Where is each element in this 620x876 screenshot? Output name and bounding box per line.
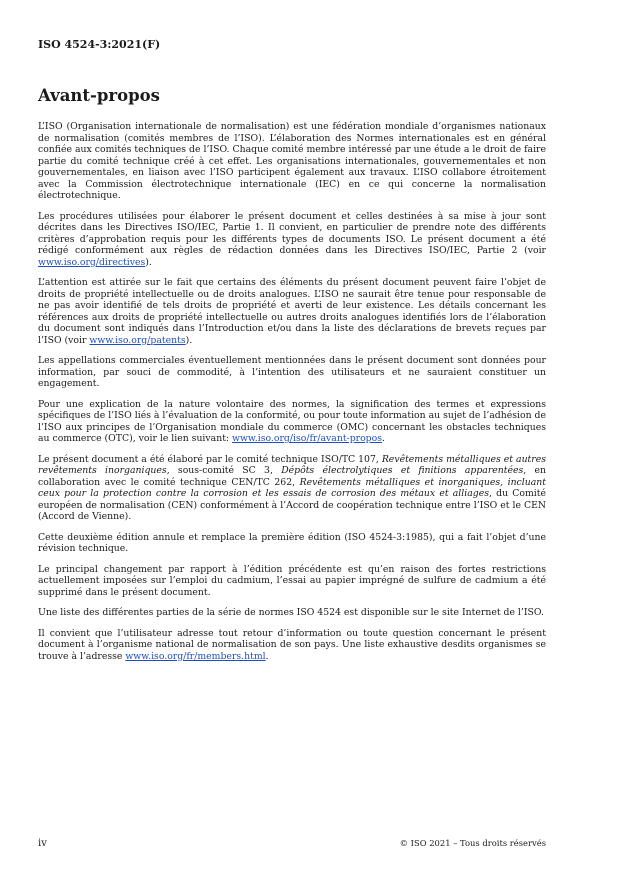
avant-propos-link[interactable]: www.iso.org/iso/fr/avant-propos <box>232 433 383 444</box>
paragraph-voluntary-nature <box>38 399 546 445</box>
members-link[interactable]: www.iso.org/fr/members.html <box>125 650 266 662</box>
document-id: ISO 4524-3:2021(F) <box>38 38 161 51</box>
patents-link[interactable]: www.iso.org/patents <box>89 334 186 346</box>
paragraph-procedures-end: ). <box>145 256 152 268</box>
committee-cen-title: Revêtements métalliques et inorganiques, incluant ceux pour la protection contre la corrosion et les essais de corrosion des métaux et alliages <box>38 476 546 499</box>
paragraph-edition: Cette deuxième édition annule et remplace la première édition (ISO 4524-3:1985), qui a fait l’objet d’une révision technique. <box>38 531 546 554</box>
directives-link[interactable]: www.iso.org/directives <box>38 256 146 268</box>
committee-text-e: , en collaboration avec le comité technique CEN/TC 262, <box>38 465 546 488</box>
committee-text-a: Le présent document a été élaboré par le comité technique ISO/TC 107, <box>38 453 382 465</box>
paragraph-changes: Le principal changement par rapport à l’édition précédente est qu’en raison des fortes restrictions actuellement imposées sur l’emploi du cadmium, l’essai au papier imprégné de sulfure de cadmium a été supprimé dans le présent document. <box>38 563 546 598</box>
paragraph-patents-end: ). <box>185 334 193 346</box>
committee-text-g: , du Comité européen de normalisation (CEN) conformément à l’Accord de coopération technique entre l’ISO et le CEN (Accord de Vienne). <box>38 488 546 522</box>
committee-text-c: , sous-comité SC 3, <box>166 465 282 476</box>
page-title: Avant-propos <box>38 86 160 105</box>
paragraph-feedback <box>38 628 546 663</box>
committee-sc-title: Dépôts électrolytiques et finitions apparentées <box>281 465 524 476</box>
paragraph-iso-intro: L’ISO (Organisation internationale de normalisation) est une fédération mondiale d’organismes nationaux de normalisation (comités membres de l’ISO). L’élaboration des Normes internationales est en général confiée aux comités techniques de l’ISO. Chaque comité membre intéressé par une étude a le droit de faire partie du comité technique créé à cet effet. Les organisations internationales, gouvernementales et non gouvernementales, en liaison avec l’ISO participent également aux travaux. L’ISO collabore étroitement avec la Commission électrotechnique internationale (IEC) en ce qui concerne la normalisation électrotechnique. <box>38 121 546 201</box>
page-number: iv <box>38 838 47 849</box>
committee-tc-title: Revêtements métalliques et autres revêtements inorganiques <box>38 453 547 476</box>
paragraph-feedback-text: Il convient que l’utilisateur adresse tout retour d’information ou toute question concernant le présent document à l’organisme national de normalisation de son pays. Une liste exhaustive desdits organismes se trouve à l’adresse <box>38 627 546 662</box>
paragraph-voluntary-nature-end: . <box>382 433 385 444</box>
paragraph-procedures-text: Les procédures utilisées pour élaborer le présent document et celles destinées à sa mise à jour sont décrites dans les Directives ISO/IEC, Partie 1. Il convient, en particulier de prendre note des différents critères d’approbation requis pour les différents types de documents ISO. Le présent document a été rédigé conformément aux règles de rédaction données dans les Directives ISO/IEC, Partie 2 (voir <box>38 210 546 256</box>
paragraph-patents <box>38 277 546 346</box>
paragraph-trade-names: Les appellations commerciales éventuellement mentionnées dans le présent document sont données pour information, par souci de commodité, à l’intention des utilisateurs et ne sauraient constituer un engagement. <box>38 355 546 389</box>
paragraph-committee <box>38 454 546 523</box>
paragraph-patents-text: L’attention est attirée sur le fait que certains des éléments du présent document peuvent faire l’objet de droits de propriété intellectuelle ou de droits analogues. L’ISO ne saurait être tenue pour responsable de ne pas avoir identifié de tels droits de propriété et averti de leur existence. Les détails concernant les références aux droits de propriété intellectuelle ou autres droits analogues identifiés lors de l’élaboration du document sont indiqués dans l’Introduction et/ou dans la liste des déclarations de brevets reçues par l’ISO (voir <box>38 277 546 346</box>
copyright-notice: © ISO 2021 – Tous droits réservés <box>399 838 546 848</box>
paragraph-procedures <box>38 211 546 269</box>
paragraph-voluntary-nature-text: Pour une explication de la nature volontaire des normes, la signification des termes et expressions spécifiques de l’ISO liés à l’évaluation de la conformité, ou pour toute information au sujet de l’adhésion de l’ISO aux principes de l’Organisation mondiale du commerce (OMC) concernant les obstacles techniques au commerce (OTC), voir le lien suivant: <box>38 398 546 444</box>
paragraph-feedback-end: . <box>265 650 269 662</box>
foreword-body <box>38 121 546 671</box>
paragraph-series-list: Une liste des différentes parties de la série de normes ISO 4524 est disponible sur le site Internet de l’ISO. <box>38 607 544 618</box>
